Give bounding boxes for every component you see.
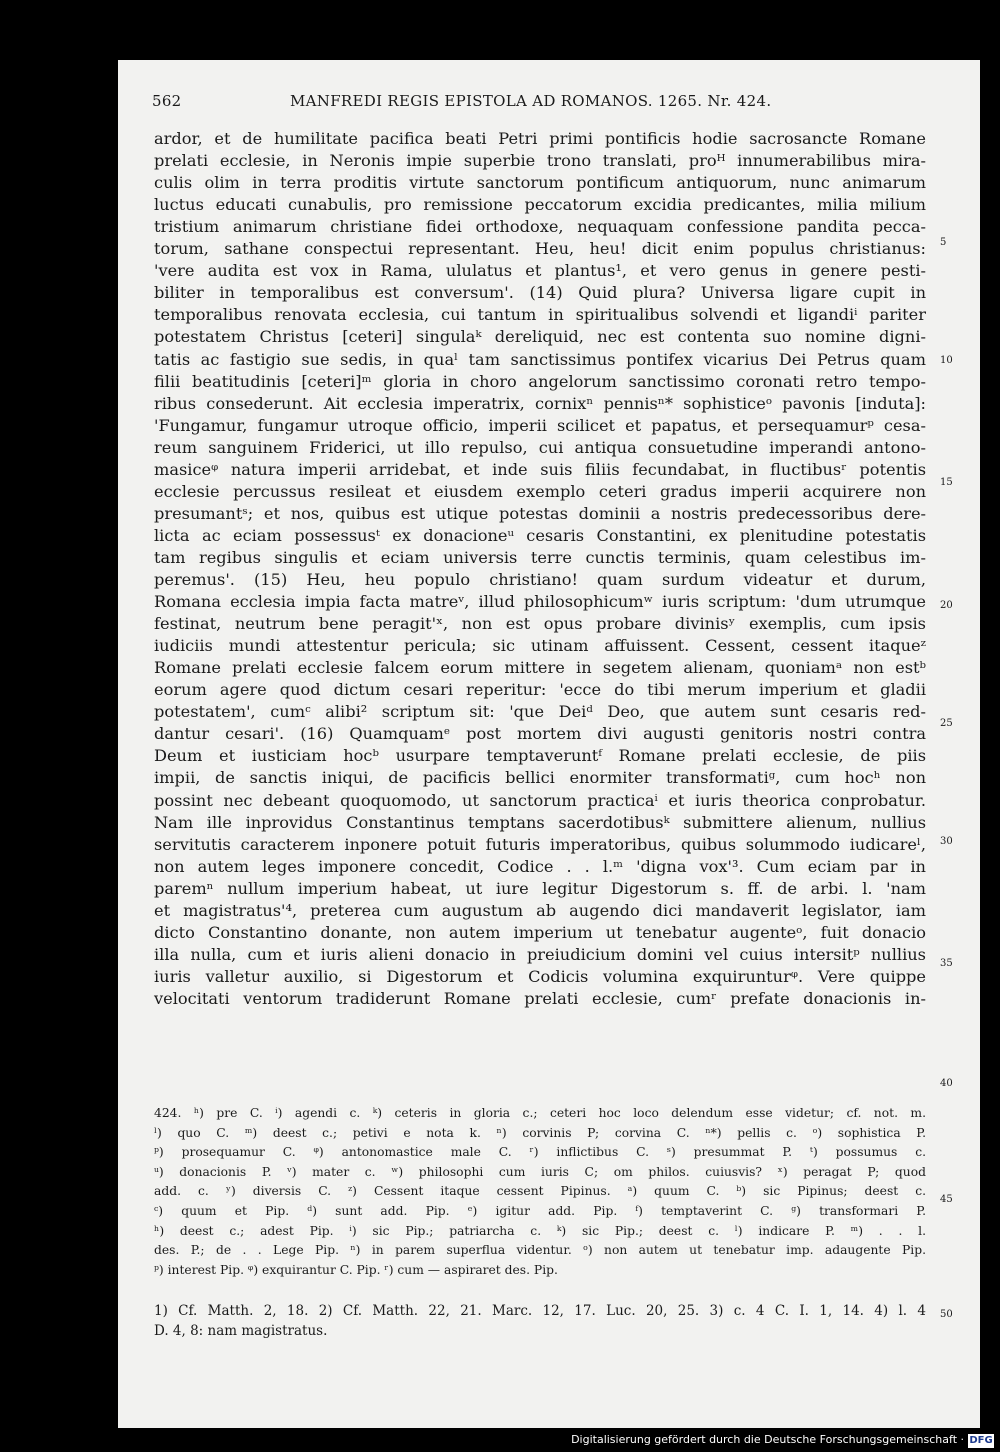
text-line: luctus educati cunabulis, pro remissione peccatorum excidia predicantes, milia milium (154, 195, 926, 215)
text-line: eorum agere quod dictum cesari reperitur: 'ecce do tibi merum imperium et gladii (154, 680, 926, 700)
text-line: ribus consederunt. Ait ecclesia imperatrix, cornixⁿ pennisⁿ* sophisticeᵒ pavonis [induta]: (154, 393, 926, 413)
text-line: prelati ecclesie, in Neronis impie superbie trono translati, proᴴ innumerabilibus mira- (154, 151, 926, 171)
footnote-line: 1) Cf. Matth. 2, 18. 2) Cf. Matth. 22, 21. Marc. 12, 17. Luc. 20, 25. 3) c. 4 C. I. 1, 14. 4) l. 4 (154, 1303, 926, 1319)
page-number: 562 (152, 92, 182, 110)
margin-line-number: 20 (940, 600, 953, 611)
text-line: impii, de sanctis iniqui, de pacificis bellici enormiter transformatiᵍ, cum hocʰ non (154, 768, 926, 788)
margin-line-number: 15 (940, 477, 953, 488)
text-line: tatis ac fastigio sue sedis, in quaˡ tam sanctissimus pontifex vicarius Dei Petrus quam (154, 349, 926, 369)
text-line: festinat, neutrum bene peragit'ˣ, non est opus probare divinisʸ exemplis, cum ipsis (154, 614, 926, 634)
text-line: masiceᵠ natura imperii arridebat, et inde suis filiis fecundabat, in fluctibusʳ potentis (154, 459, 926, 479)
text-line: potestatem', cumᶜ alibi² scriptum sit: 'que Deiᵈ Deo, que autem sunt cesaris red- (154, 702, 926, 722)
page-header (152, 92, 938, 114)
text-line: servitutis caracterem inponere potuit futuris imperatoribus, quibus solummodo iudicareˡ, (154, 834, 926, 854)
margin-line-number: 45 (940, 1194, 953, 1205)
text-line: potestatem Christus [ceteri] singulaᵏ dereliquid, nec est contenta suo nomine digni- (154, 327, 926, 347)
margin-line-number: 35 (940, 958, 953, 969)
text-line: dicto Constantino donante, non autem imperium ut tenebatur augenteᵒ, fuit donacio (154, 922, 926, 942)
digitization-notice: Digitalisierung gefördert durch die Deutsche Forschungsgemeinschaft · (571, 1433, 964, 1446)
text-line: licta ac eciam possessusᵗ ex donacioneᵘ cesaris Constantini, ex plenitudine potestatis (154, 525, 926, 545)
text-line: ardor, et de humilitate pacifica beati Petri primi pontificis hodie sacrosancte Romane (154, 129, 926, 148)
margin-line-number: 30 (940, 836, 953, 847)
apparatus-line: ˡ) quo C. ᵐ) deest c.; petivi e nota k. ⁿ) corvinis P; corvina C. ⁿ*) pellis c. ᵒ) sophistica P. (154, 1125, 926, 1140)
running-title: MANFREDI REGIS EPISTOLA AD ROMANOS. 1265. Nr. 424. (290, 92, 772, 110)
apparatus-line: ᵖ) prosequamur C. ᵠ) antonomastice male C. ʳ) inflictibus C. ˢ) presummat P. ᵗ) possumus c. (154, 1145, 926, 1160)
text-line: et magistratus'⁴, preterea cum augustum ab augendo dici mandaverit legislator, iam (154, 900, 926, 920)
text-line: ecclesie percussus resileat et eiusdem exemplo ceteri gradus imperii acquirere non (154, 481, 926, 501)
apparatus-line: ᶜ) quum et Pip. ᵈ) sunt add. Pip. ᵉ) igitur add. Pip. ᶠ) temptaverint C. ᵍ) transformari P. (154, 1204, 926, 1218)
text-line: Nam ille inprovidus Constantinus temptans sacerdotibusᵏ submittere alienum, nullius (154, 812, 926, 832)
apparatus-line: 424. ʰ) pre C. ⁱ) agendi c. ᵏ) ceteris in gloria c.; ceteri hoc loco delendum esse videtur; cf. not. m. (154, 1106, 926, 1120)
text-line: iudiciis mundi attestentur pericula; sic utinam affuissent. Cessent, cessent itaqueᶻ (154, 636, 926, 656)
text-line: Romana ecclesia impia facta matreᵛ, illud philosophicumʷ iuris scriptum: 'dum utrumque (154, 592, 926, 612)
margin-line-number: 5 (940, 237, 947, 248)
text-line: reum sanguinem Friderici, ut illo repulso, cui antiqua consuetudine imperandi antono- (154, 437, 926, 457)
margin-line-number: 50 (940, 1309, 953, 1320)
text-line: culis olim in terra proditis virtute sanctorum pontificum antiquorum, nunc animarum (154, 173, 926, 193)
text-line: 'Fungamur, fungamur utroque officio, imperii scilicet et papatus, et persequamurᵖ cesa- (154, 415, 926, 435)
apparatus-line: ʰ) deest c.; adest Pip. ⁱ) sic Pip.; patriarcha c. ᵏ) sic Pip.; deest c. ˡ) indicare P. ᵐ) . . l. (154, 1223, 926, 1238)
footer-bar (0, 1428, 1000, 1452)
text-line: iuris valletur auxilio, si Digestorum et Codicis volumina exquirunturᵠ. Vere quippe (154, 966, 926, 986)
footnote-line: D. 4, 8: nam magistratus. (154, 1323, 328, 1339)
text-line: illa nulla, cum et iuris alieni donacio in preiudicium domini vel cuius intersitᵖ nullius (154, 944, 926, 964)
text-line: filii beatitudinis [ceteri]ᵐ gloria in choro angelorum sanctissimo coronati retro tempo- (154, 371, 926, 391)
margin-line-number: 10 (940, 355, 953, 366)
text-line: peremus'. (15) Heu, heu populo christiano! quam surdum videatur et durum, (154, 570, 926, 589)
text-line: dantur cesari'. (16) Quamquamᵉ post mortem divi augusti genitoris nostri contra (154, 724, 926, 744)
text-line: biliter in temporalibus est conversum'. (14) Quid plura? Universa ligare cupit in (154, 283, 926, 303)
text-line: tristium animarum christiane fidei orthodoxe, nequaquam confessione pandita pecca- (154, 217, 926, 237)
apparatus-line: ᵘ) donacionis P. ᵛ) mater c. ʷ) philosophi cum iuris C; om philos. cuiusvis? ˣ) peragat P; quod (154, 1164, 926, 1179)
margin-line-number: 25 (940, 718, 953, 729)
margin-line-number: 40 (940, 1078, 953, 1089)
text-line: torum, sathane conspectui representant. Heu, heu! dicit enim populus christianus: (154, 239, 926, 259)
text-line: possint nec debeant quoquomodo, ut sanctorum practicaⁱ et iuris theorica conprobatur. (154, 790, 926, 810)
text-line: 'vere audita est vox in Rama, ululatus et plantus¹, et vero genus in genere pesti- (154, 261, 926, 281)
dfg-logo: DFG (969, 1435, 993, 1446)
text-line: non autem leges imponere concedit, Codice . . l.ᵐ 'digna vox'³. Cum eciam par in (154, 856, 926, 876)
text-line: Romane prelati ecclesie falcem eorum mittere in segetem alienam, quoniamᵃ non estᵇ (154, 658, 926, 678)
text-line: tam regibus singulis et eciam universis terre cunctis terminis, quam celestibus im- (154, 547, 926, 567)
apparatus-line: ᵖ) interest Pip. ᵠ) exquirantur C. Pip. ʳ) cum — aspiraret des. Pip. (154, 1262, 558, 1277)
apparatus-line: des. P.; de . . Lege Pip. ⁿ) in parem superflua videntur. ᵒ) non autem ut tenebatur imp. adaugente Pip. (154, 1243, 926, 1258)
text-line: Deum et iusticiam hocᵇ usurpare temptaveruntᶠ Romane prelati ecclesie, de piis (154, 746, 926, 766)
text-line: velocitati ventorum tradiderunt Romane prelati ecclesie, cumʳ prefate donacionis in- (154, 988, 926, 1008)
text-line: temporalibus renovata ecclesia, cui tantum in spiritualibus solvendi et ligandiⁱ pariter (154, 305, 926, 325)
text-line: presumantˢ; et nos, quibus est utique potestas dominii a nostris predecessoribus dere- (154, 503, 926, 523)
text-line: paremⁿ nullum imperium habeat, ut iure legitur Digestorum s. ff. de arbi. l. 'nam (154, 878, 926, 898)
apparatus-line: add. c. ʸ) diversis C. ᶻ) Cessent itaque cessent Pipinus. ᵃ) quum C. ᵇ) sic Pipinus; deest c. (154, 1184, 926, 1199)
